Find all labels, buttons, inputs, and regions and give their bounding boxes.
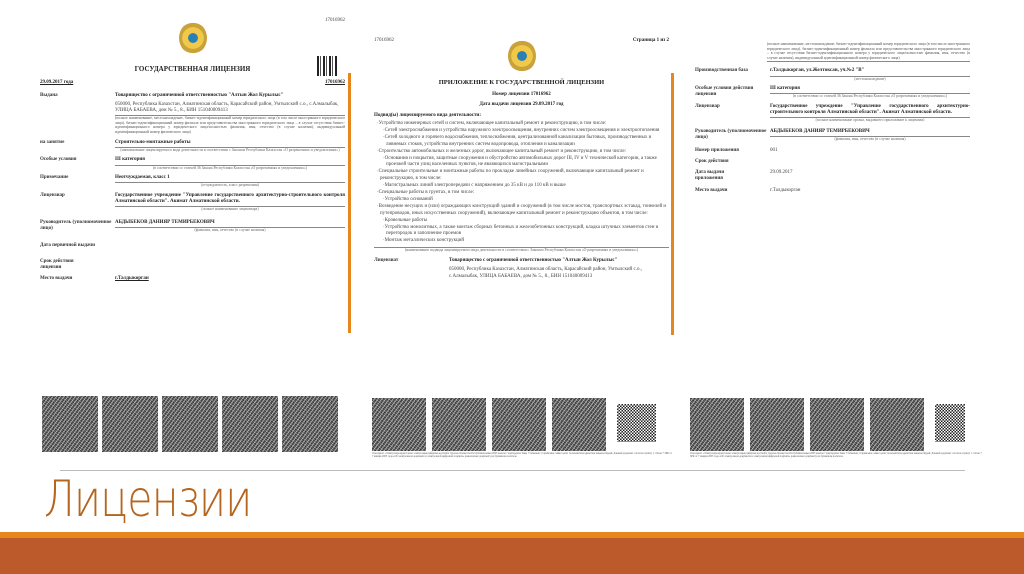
base-note: (местонахождение) (854, 76, 886, 81)
licensor-value: Государственное учреждение "Управление государственного архитектурно-строительного контроля Алматинской области". Акимат Алматинской области. (770, 104, 970, 118)
head-label: Руководитель (уполномоченное лицо) (695, 128, 767, 141)
top-note: (полное наименование, местонахождение, бизнес-идентификационный номер юридического лица (в том числе иностранного юридического лица), бизнес-идентификационный номер филиала или представительства иностранного юридического лица – в случае отсутствия бизнес-идентификационного номера у юридического лица/полностью фамилия, имя, отчество (в случае наличия), индивидуальный идентификационный номер физического лица) (767, 42, 970, 62)
place-label: Место выдачи (40, 276, 73, 282)
license-date: 29.09.2017 года (40, 80, 74, 86)
subtype-item: ·Кровельные работы (383, 217, 428, 223)
licensor-note: (полное наименование органа, выдавшего приложение к лицензии) (815, 118, 925, 123)
licensor-label: Лицензиар (40, 192, 65, 198)
footer-note: Осы құжат «Электронды құжат және электрондық цифрлық қолтаңба туралы» Қазақстан Республикасының 2003 жылғы 7 қаңтардағы Заңы 7 бабының 1 тармағына сәйкес қағаз тасығыштағы құжатпен маңызы бірдей. Данный документ согласно пункту 1 статьи 7 ЗРК от 7 января 2003 года «Об электронном документе и электронной цифровой подписи» равнозначен документу на бумажном носителе. (372, 452, 672, 459)
doc-heading: ГОСУДАРСТВЕННАЯ ЛИЦЕНЗИЯ (134, 65, 251, 74)
subtype-item: ·Устройство монолитных, а также монтаж сборных бетонных и железобетонных конструкций, кладка штучных элементов стен и перегородок и заполнение проемов (383, 225, 659, 237)
subtype-item: ·Устройство инженерных сетей и систем, включающее капитальный ремонт и реконструкцию, в том числе: (377, 121, 607, 127)
digital-signature-code (222, 396, 278, 452)
digital-signature-code (810, 398, 864, 451)
date-label: Дата выдачи приложения (695, 170, 725, 182)
license-number: 17016962 (325, 80, 345, 86)
items-note: (наименование подвида лицензируемого вида деятельности в соответствии с Законом Республики Казахстан «О разрешениях и уведомлениях») (374, 247, 669, 253)
remark-note: (отчуждаемость, класс разрешения) (201, 183, 259, 188)
qr-code-icon (617, 404, 656, 442)
first-date-label: Дата первичной выдачи (40, 242, 96, 248)
qr-code-icon (317, 56, 337, 76)
license-appendix-document (374, 38, 669, 285)
digital-signature-code (372, 398, 426, 451)
date-value: 29.09.2017 (770, 170, 793, 176)
activity-note: (наименование лицензируемого вида деятельности в соответствии с Законом Республики Казахстан «О разрешениях и уведомлениях») (120, 147, 340, 152)
digital-signature-code (432, 398, 486, 451)
license-appendix-page2 (695, 42, 970, 199)
head-value: АБДЫБЕКОВ ДАНИЯР ТЕМИРБЕКОВИЧ (770, 129, 970, 137)
base-label: Производственная база (695, 68, 748, 74)
head-note: (фамилия, имя, отчество (в случае наличия) (194, 228, 266, 233)
conditions-value: III категория (115, 157, 345, 165)
issued-address: 050000, Республика Казахстан, Алматинская область, Карасайский район, Умтылский с.о., с.Алмалыбак, УЛИЦА БАБАЕВА, дом № 5., 8., БИН 151040009413 (115, 102, 345, 116)
conditions-note: (в соответствии со статьей 36 Закона Республики Казахстан «О разрешениях и уведомлениях») (792, 94, 948, 99)
activity-label: на занятие (40, 139, 65, 145)
subtype-item: ·Сетей холодного и горячего водоснабжения, теплоснабжения, централизованной канализации бытовых, производственных и ливневых стоков, устройства внутренних систем водопровода, отопления и канализации (383, 135, 652, 147)
digital-signature-code (552, 398, 606, 451)
slide-title: Лицензии (44, 470, 252, 528)
place-value: г.Талдыкорган (770, 187, 801, 193)
issued-note: (полное наименование, местонахождение, бизнес-идентификационный номер юридического лица (в том числе иностранного юридического лица), бизнес-идентификационный номер филиала или представительства иностранного юридического лица – в случае отсутствия бизнес-идентификационного номера у юридического лица/полностью фамилия, имя, отчество (в случае наличия), индивидуальный идентификационный номер физического лица) (115, 116, 345, 134)
digital-signature-code (42, 396, 98, 452)
accent-line (348, 73, 351, 333)
activity-value: Строительно-монтажные работы (115, 140, 345, 148)
subtype-item: ·Специальные строительные и монтажные работы по прокладке линейных сооружений, включающие капитальный ремонт и реконструкцию, в том числе: (377, 169, 644, 181)
digital-signature-code (162, 396, 218, 452)
digital-signature-code (492, 398, 546, 451)
digital-signature-code (282, 396, 338, 452)
subtype-item: ·Специальные работы в грунтах, в том числе: (377, 190, 475, 196)
licensee-value: Товарищество с ограниченной ответственностью "Алтын Жол Курылыс" (449, 258, 618, 264)
subtype-item: ·Монтаж металлических конструкций (383, 238, 465, 244)
subtype-item: ·Магистральных линий электропередачи с напряжением до 35 кВ и до 110 кВ и выше (383, 182, 566, 188)
conditions-note: (в соответствии со статьей 36 Закона Республики Казахстан «О разрешениях и уведомлениях») (152, 165, 308, 170)
place-label: Место выдачи (695, 187, 728, 193)
conditions-value: III категория (770, 86, 970, 94)
license-date: Дата выдачи лицензии 29.09.2017 год (479, 101, 564, 107)
issued-name: Товарищество с ограниченной ответственностью "Алтын Жол Курылыс" (115, 92, 284, 98)
subtypes-label: Подвид(ы) лицензируемого вида деятельности: (374, 112, 481, 118)
subtype-item: ·Возведение несущих и (или) ограждающих конструкций зданий и сооружений (в том числе мостов, транспортных эстакад, тоннелей и путепроводов, иных искусственных сооружений), включающее капитальный ремонт и реконструкцию объектов, в том числе: (377, 204, 667, 216)
license-document (40, 18, 345, 288)
head-label: Руководитель (уполномоченное лицо) (40, 219, 112, 232)
conditions-label: Особые условия действия лицензии (695, 86, 754, 98)
subtype-item: ·Устройство оснований (383, 197, 433, 203)
digital-signature-code (750, 398, 804, 451)
digital-signature-code (102, 396, 158, 452)
licensor-label: Лицензиар (695, 103, 720, 109)
appendix-label: Номер приложения (695, 147, 739, 153)
validity-label: Срок действия (695, 158, 729, 164)
doc-heading: ПРИЛОЖЕНИЕ К ГОСУДАРСТВЕННОЙ ЛИЦЕНЗИИ (438, 79, 605, 87)
subtype-item: ·Строительство автомобильных и железных дорог, включающее капитальный ремонт и реконструкцию, в том числе: (377, 148, 626, 154)
digital-signature-code (870, 398, 924, 451)
remark-value: Неотчуждаемая, класс 1 (115, 175, 345, 183)
subtypes-list (374, 121, 669, 245)
head-value: АБДЫБЕКОВ ДАНИЯР ТЕМИРБЕКОВИЧ (115, 220, 345, 228)
licensor-note: (полное наименование лицензиара) (201, 207, 259, 212)
licensee-address: 050000, Республика Казахстан, Алматинская область, Карасайский район, Умтылский с.о., с.Алмалыбак, УЛИЦА БАБАЕВА, дом № 5., 8., БИН 151040009413 (449, 267, 642, 279)
qr-code-icon (935, 404, 965, 442)
subtype-item: ·Сетей электроснабжения и устройства наружного электроосвещения, внутренних систем электроосвещения и электроотопления (383, 128, 660, 134)
appendix-value: 001 (770, 147, 778, 153)
licensor-value: Государственное учреждение "Управление государственного архитектурно-строительного контроля Алматинской области". Акимат Алматинской области. (115, 193, 345, 207)
base-value: г.Талдыкорган, ул.Желтоксан, уч.№2 "В" (770, 68, 970, 76)
doc-number-top: 17016962 (374, 38, 394, 43)
subtype-item: ·Основания и покрытия, защитные сооружения и обустройство автомобильных дорог III, IV и V технической категории, а также проезжей части улиц населенных пунктов, не являющихся магистральными (383, 156, 657, 168)
state-emblem-icon (508, 40, 536, 72)
head-note: (фамилия, имя, отчество (в случае наличия) (834, 137, 906, 142)
issued-label: Выдана (40, 92, 58, 98)
license-number: Номер лицензии 17016962 (492, 92, 551, 98)
accent-line (671, 73, 674, 335)
remark-label: Примечание (40, 175, 69, 181)
licensee-label: Лицензиат (374, 258, 399, 264)
footer-band (0, 538, 1024, 574)
place-value: г.Талдыкорган (115, 276, 149, 282)
digital-signature-code (690, 398, 744, 451)
conditions-label: Особые условия (40, 157, 77, 163)
state-emblem-icon (179, 22, 207, 54)
page-indicator: Страница 1 из 2 (632, 38, 669, 43)
doc-number-top: 17016962 (325, 18, 345, 23)
validity-label: Срок действия лицензии (40, 258, 74, 271)
footer-note: Осы құжат «Электронды құжат және электрондық цифрлық қолтаңба туралы» Қазақстан Республикасының 2003 жылғы 7 қаңтардағы Заңы 7 бабының 1 тармағына сәйкес қағаз тасығыштағы құжатпен маңызы бірдей. Данный документ согласно пункту 1 статьи 7 ЗРК от 7 января 2003 года «Об электронном документе и электронной цифровой подписи» равнозначен документу на бумажном носителе. (690, 452, 982, 459)
